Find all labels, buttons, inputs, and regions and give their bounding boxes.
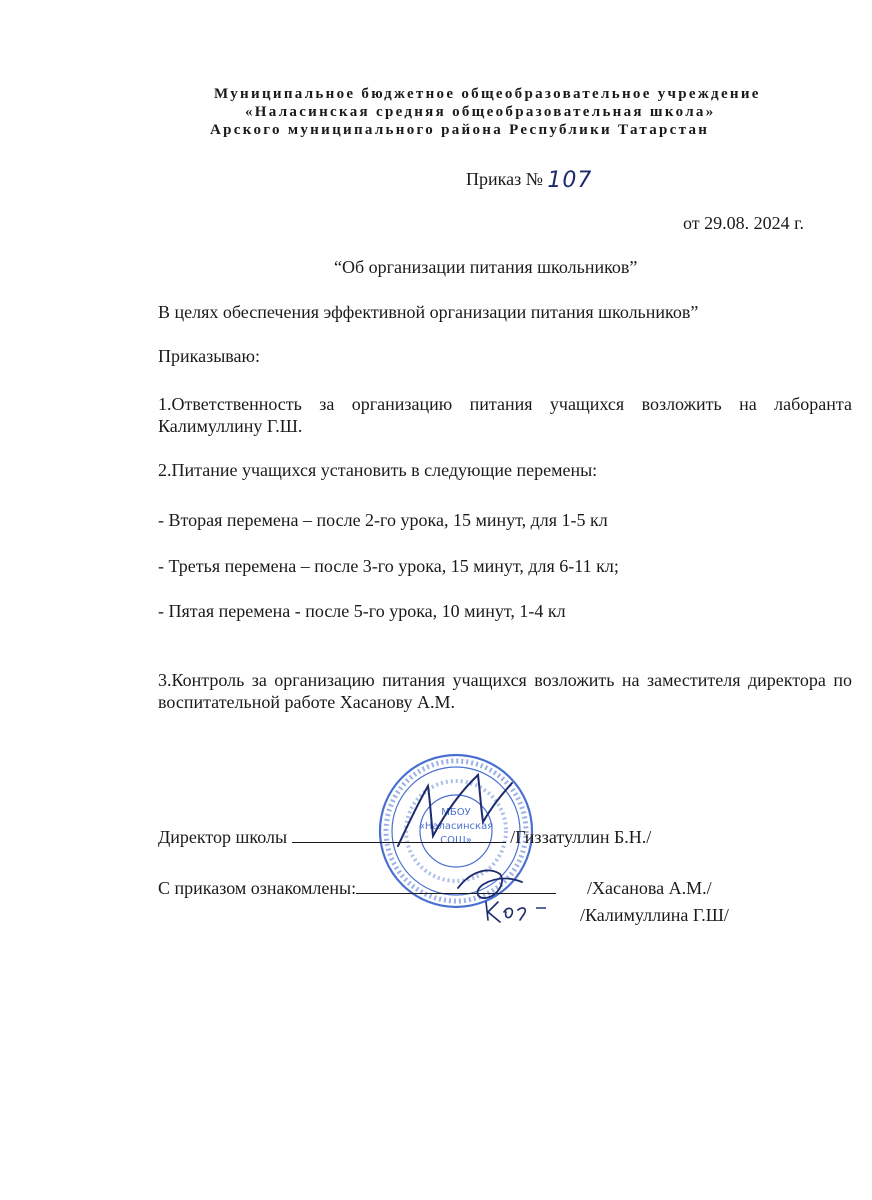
order-purpose: В целях обеспечения эффективной организации питания школьников” <box>158 302 699 322</box>
order-word: Приказываю: <box>158 346 260 366</box>
hasanova-signature <box>458 870 522 898</box>
order-number: 107 <box>547 168 593 193</box>
kalimullina-signature <box>486 902 525 922</box>
break-item: - Пятая перемена - после 5-го урока, 10 минут, 1-4 кл <box>158 601 566 621</box>
order-date: от 29.08. 2024 г. <box>683 213 804 233</box>
order-item-3: 3.Контроль за организацию питания учащихся возложить на заместителя директора по воспитательной работе Хасанову А.М. <box>158 670 852 712</box>
order-item-2: 2.Питание учащихся установить в следующие перемены: <box>158 460 598 480</box>
stamp-center-line-2: «Наласинская <box>418 821 494 832</box>
order-label: Приказ № <box>466 169 543 189</box>
acquainted-person-1: /Хасанова А.М./ <box>587 878 712 898</box>
order-title: “Об организации питания школьников” <box>334 257 638 277</box>
header-line-2: «Наласинская средняя общеобразовательная школа» <box>245 104 716 120</box>
acquainted-person-2: /Калимуллина Г.Ш/ <box>580 905 729 925</box>
order-item-1: 1.Ответственность за организацию питания учащихся возложить на лаборанта Калимуллину Г.Ш. <box>158 394 852 436</box>
stamp-center-line-1: МБОУ <box>441 807 471 818</box>
header-line-1: Муниципальное бюджетное общеобразовательное учреждение <box>214 86 761 102</box>
header-line-3: Арского муниципального района Республики Татарстан <box>210 122 710 138</box>
director-label: Директор школы <box>158 827 288 847</box>
break-item: - Вторая перемена – после 2-го урока, 15 минут, для 1-5 кл <box>158 510 608 530</box>
director-name: /Гиззатуллин Б.Н./ <box>510 827 652 847</box>
stamp-center-line-3: СОШ» <box>440 835 472 846</box>
acquainted-label: С приказом ознакомлены: <box>158 878 357 898</box>
director-signature <box>398 775 512 846</box>
break-item: - Третья перемена – после 3-го урока, 15 минут, для 6-11 кл; <box>158 556 619 576</box>
